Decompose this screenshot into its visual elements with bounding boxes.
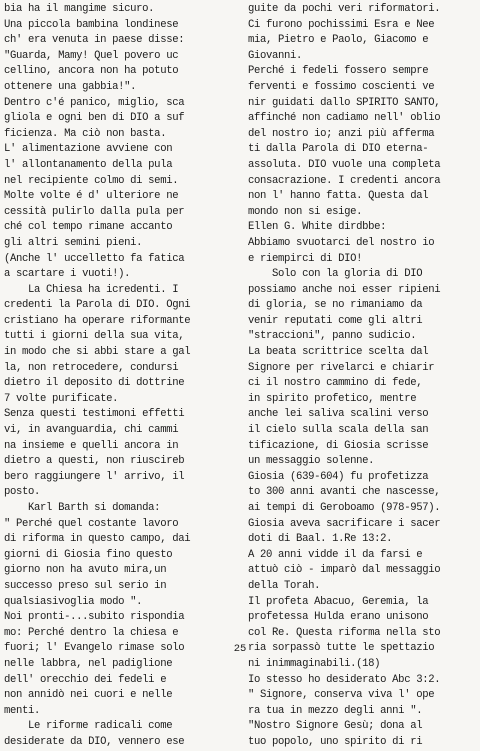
text-line: tutti i giorni della sua vita,	[4, 330, 185, 343]
text-line: mo: Perché dentro la chiesa e	[4, 626, 179, 639]
right-text-column	[248, 2, 474, 751]
text-line: Una piccola bambina londinese	[4, 18, 179, 31]
text-line: mia, Pietro e Paolo, Giacomo e	[248, 34, 429, 47]
text-line: menti.	[4, 704, 41, 717]
text-line: qualsiasivoglia modo ".	[4, 595, 143, 608]
text-line: anche lei saliva scalini verso	[248, 408, 429, 421]
text-line: nel recipiente colmo di semi.	[4, 174, 179, 187]
text-line: Ci furono pochissimi Esra e Nee	[248, 18, 435, 31]
text-line: cessità pulirlo dalla pula per	[4, 205, 185, 218]
text-line: tuo popolo, uno spirito di ri	[248, 735, 423, 748]
text-line: Molte volte é d' ulteriore ne	[4, 190, 179, 203]
text-line: Senza questi testimoni effetti	[4, 408, 185, 421]
text-line: to 300 anni avanti che nascesse,	[248, 486, 441, 499]
text-line: " Signore, conserva viva l' ope	[248, 689, 435, 702]
text-line: affinché non cadiamo nell' oblio	[248, 112, 441, 125]
text-line: ra tua in mezzo degli anni ".	[248, 704, 423, 717]
text-line: credenti la Parola di DIO. Ogni	[4, 299, 191, 312]
text-line: ottenere una gabbia!".	[4, 80, 137, 93]
text-line: Ellen G. White dirdbbe:	[248, 221, 387, 234]
text-line: la, non retrocedere, condursi	[4, 361, 179, 374]
text-line: non annidò nei cuori e nelle	[4, 689, 173, 702]
text-line: profetessa Hulda erano unisono	[248, 611, 429, 624]
text-line: giorno non ha avuto mira,un	[4, 564, 167, 577]
text-line: doti di Baal. 1.Re 13:2.	[248, 533, 393, 546]
text-line: assoluta. DIO vuole una completa	[248, 158, 441, 171]
text-line: ché col tempo rimane accanto	[4, 221, 173, 234]
text-line: Giosia (639-604) fu profetizza	[248, 470, 429, 483]
text-line: dietro a questi, non riuscireb	[4, 455, 185, 468]
text-line: in spirito profetico, mentre	[248, 392, 417, 405]
text-line: attuò ciò - imparò dal messaggio	[248, 564, 441, 577]
text-line: L' alimentazione avviene con	[4, 143, 173, 156]
text-line: (Anche l' uccelletto fa fatica	[4, 252, 185, 265]
text-line: ci il nostro cammino di fede,	[248, 377, 423, 390]
text-line: l' allontanamento della pula	[4, 158, 173, 171]
left-text-column	[4, 2, 228, 751]
text-line: Giovanni.	[248, 49, 303, 62]
text-line: vi, in avanguardia, chi cammi	[4, 424, 179, 437]
text-line: Perché i fedeli fossero sempre	[248, 65, 429, 78]
text-line: La beata scrittrice scelta dal	[248, 346, 429, 359]
text-line: desiderate da DIO, vennero ese	[4, 735, 185, 748]
text-line: cristiano ha operare riformante	[4, 314, 191, 327]
text-line: Giosia aveva sacrificare i sacer	[248, 517, 441, 530]
text-line: della Torah.	[248, 579, 321, 592]
text-line: Dentro c'é panico, miglio, sca	[4, 96, 185, 109]
text-line: "Nostro Signore Gesù; dona al	[248, 720, 423, 733]
text-line: nelle labbra, nel padiglione	[4, 657, 173, 670]
text-line: guite da pochi veri riformatori.	[248, 3, 441, 15]
text-line: giorni di Giosia fino questo	[4, 548, 173, 561]
text-line: dell' orecchio dei fedeli e	[4, 673, 167, 686]
text-line: ni inimmaginabili.(18)	[248, 657, 381, 670]
text-line: gliola e ogni ben di DIO a suf	[4, 112, 185, 125]
text-line: cellino, ancora non ha potuto	[4, 65, 179, 78]
text-line: Karl Barth si domanda:	[4, 502, 161, 514]
text-line: mondo non si esige.	[248, 205, 363, 218]
text-line: La Chiesa ha icredenti. I	[4, 283, 179, 296]
text-line: Abbiamo svuotarci del nostro io	[248, 236, 435, 249]
text-line: consacrazione. I credenti ancora	[248, 174, 441, 187]
text-line: nir guidati dallo SPIRITO SANTO,	[248, 96, 441, 109]
text-line: "Guarda, Mamy! Quel povero uc	[4, 49, 179, 62]
text-line: possiamo anche noi esser ripieni	[248, 283, 441, 296]
text-line: Signore per rivelarci e chiarir	[248, 361, 435, 374]
text-line: ch' era venuta in paese disse:	[4, 34, 185, 47]
text-line: 7 volte purificate.	[4, 392, 119, 405]
text-line: bia ha il mangime sicuro.	[4, 3, 155, 15]
text-line: in modo che si abbi stare a gal	[4, 346, 191, 359]
text-line: a scartare i vuoti!).	[4, 268, 131, 281]
text-line: e riempirci di DIO!	[248, 252, 363, 265]
text-line: di riforma in questo campo, dai	[4, 533, 191, 546]
text-line: Il profeta Abacuo, Geremia, la	[248, 595, 429, 608]
text-line: A 20 anni vidde il da farsi e	[248, 548, 423, 561]
page-number: 25	[233, 643, 247, 655]
text-line: Io stesso ho desiderato Abc 3:2.	[248, 673, 441, 686]
text-line: bero raggiungere l' arrivo, il	[4, 470, 185, 483]
text-line: Le riforme radicali come	[4, 720, 173, 733]
text-line: dietro il deposito di dottrine	[4, 377, 185, 390]
text-line: ria sorpassò tutte le spettazio	[248, 642, 435, 655]
text-line: del nostro io; anzi più afferma	[248, 127, 435, 140]
text-line: gli altri semini pieni.	[4, 236, 143, 249]
text-line: un messaggio solenne.	[248, 455, 375, 468]
text-line: ti dalla Parola di DIO eterna-	[248, 143, 429, 156]
text-line: na insieme e quelli ancora in	[4, 439, 179, 452]
text-line: posto.	[4, 486, 41, 499]
text-line: ai tempi di Geroboamo (978-957).	[248, 502, 441, 514]
text-line: Solo con la gloria di DIO	[248, 268, 423, 281]
text-line: tificazione, di Giosia scrisse	[248, 439, 429, 452]
text-line: il cielo sulla scala della san	[248, 424, 429, 437]
text-line: non l' hanno fatta. Questa dal	[248, 190, 429, 203]
text-line: venir reputati come gli altri	[248, 314, 423, 327]
text-line: " Perché quel costante lavoro	[4, 517, 179, 530]
text-line: ficienza. Ma ciò non basta.	[4, 127, 167, 140]
text-line: Noi pronti-...subito rispondia	[4, 611, 185, 624]
text-line: col Re. Questa riforma nella sto	[248, 626, 441, 639]
text-line: di gloria, se no rimaniamo da	[248, 299, 423, 312]
text-line: fuori; l' Evangelo rimase solo	[4, 642, 185, 655]
text-line: ferventi e fossimo coscienti ve	[248, 80, 435, 93]
text-line: successo preso sul serio in	[4, 579, 167, 592]
text-line: "straccioni", panno sudicio.	[248, 330, 417, 343]
